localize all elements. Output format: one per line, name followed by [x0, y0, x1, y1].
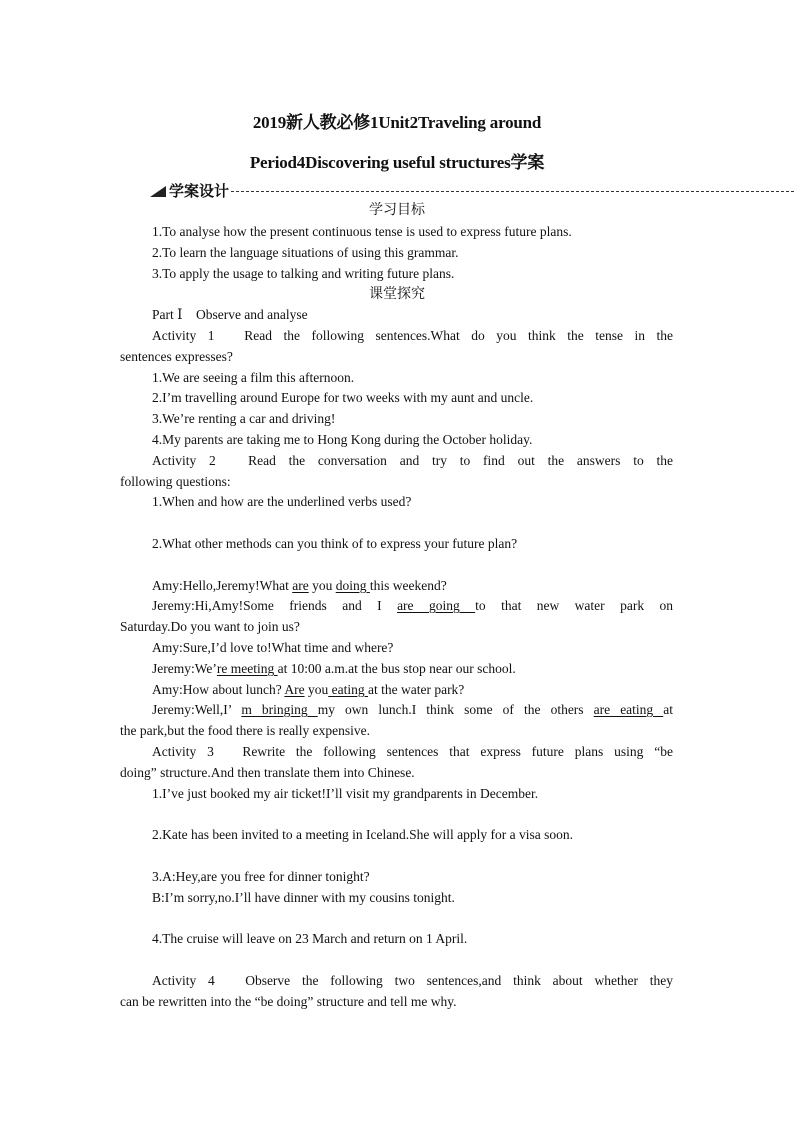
rewrite-sentence: 4.The cruise will leave on 23 March and return on 1 April.	[152, 931, 468, 946]
document-title: 2019新人教必修1Unit2Traveling around	[252, 113, 542, 132]
design-label: 学案设计	[169, 183, 230, 200]
question-1: 1.When and how are the underlined verbs used?	[152, 494, 412, 509]
objective-item: 2.To learn the language situations of using this grammar.	[152, 245, 459, 260]
objective-item: 1.To analyse how the present continuous tense is used to express future plans.	[152, 224, 572, 239]
triangle-marker-icon	[150, 186, 166, 197]
dialogue-line: Amy:How about lunch? Are you eating at the water park?	[152, 682, 465, 697]
activity-1-instruction-cont: sentences expresses?	[120, 349, 233, 364]
dialogue-line: Jeremy:Hi,Amy!Some friends and I are going to that new water park on	[152, 598, 674, 613]
activity-2-instruction: Activity 2 Read the conversation and try to find out the answers to the	[152, 453, 673, 468]
example-sentence: 2.I’m travelling around Europe for two weeks with my aunt and uncle.	[152, 390, 534, 405]
activity-3-instruction-cont: doing” structure.And then translate them into Chinese.	[120, 765, 415, 780]
dialogue-line: the park,but the food there is really expensive.	[120, 723, 371, 738]
rewrite-sentence: 3.A:Hey,are you free for dinner tonight?	[152, 869, 370, 884]
dialogue-line: Amy:Hello,Jeremy!What are you doing this weekend?	[152, 578, 447, 593]
rewrite-sentence: 2.Kate has been invited to a meeting in Iceland.She will apply for a visa soon.	[152, 827, 574, 842]
dialogue-line: Saturday.Do you want to join us?	[120, 619, 300, 634]
activity-3-instruction: Activity 3 Rewrite the following sentences that express future plans using “be	[152, 744, 673, 759]
question-2: 2.What other methods can you think of to express your future plan?	[152, 536, 518, 551]
activity-1-instruction: Activity 1 Read the following sentences.What do you think the tense in the	[152, 328, 673, 343]
activity-4-instruction: Activity 4 Observe the following two sentences,and think about whether they	[152, 973, 673, 988]
activity-2-instruction-cont: following questions:	[120, 474, 231, 489]
dialogue-line: Jeremy:We’re meeting at 10:00 a.m.at the bus stop near our school.	[152, 661, 516, 676]
objective-item: 3.To apply the usage to talking and writing future plans.	[152, 266, 455, 281]
example-sentence: 4.My parents are taking me to Hong Kong during the October holiday.	[152, 432, 533, 447]
dialogue-line: Jeremy:Well,I’ m bringing my own lunch.I think some of the others are eating at	[152, 702, 673, 717]
dialogue-line: Amy:Sure,I’d love to!What time and where?	[152, 640, 394, 655]
design-section-bar	[150, 180, 794, 200]
example-sentence: 1.We are seeing a film this afternoon.	[152, 370, 355, 385]
activity-4-instruction-cont: can be rewritten into the “be doing” structure and tell me why.	[120, 994, 457, 1009]
objectives-heading: 学习目标	[369, 203, 425, 218]
example-sentence: 3.We’re renting a car and driving!	[152, 411, 336, 426]
document-subtitle: Period4Discovering useful structures学案	[249, 153, 545, 172]
class-heading: 课堂探究	[369, 287, 425, 302]
rewrite-sentence: 1.I’ve just booked my air ticket!I’ll visit my grandparents in December.	[152, 786, 539, 801]
part-one-heading: Part Ⅰ Observe and analyse	[152, 307, 308, 322]
rewrite-sentence: B:I’m sorry,no.I’ll have dinner with my cousins tonight.	[152, 890, 455, 905]
dotted-divider	[231, 191, 794, 192]
